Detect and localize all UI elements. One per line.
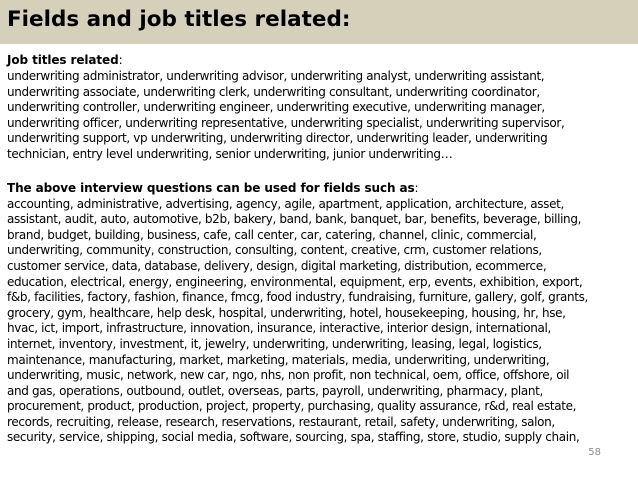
fields-line: maintenance, manufacturing, market, marketing, materials, media, underwriting, underwriting, [7,352,550,367]
job-titles-line: underwriting officer, underwriting representative, underwriting specialist, underwriting supervisor, [7,115,565,130]
job-titles-text [7,69,633,163]
fields-line: grocery, gym, healthcare, help desk, hospital, underwriting, hotel, housekeeping, housing, hr, hse, [7,305,566,320]
fields-line: brand, budget, building, business, cafe, call center, car, catering, channel, clinic, commercial, [7,227,537,242]
fields-line: security, service, shipping, social media, software, sourcing, spa, staffing, store, studio, supply chain, [7,430,580,445]
fields-line: assistant, audit, auto, automotive, b2b, bakery, band, bank, banquet, bar, benefits, beverage, billing, [7,212,582,227]
fields-line: internet, inventory, investment, it, jewelry, underwriting, underwriting, leasing, legal, logistics, [7,336,542,351]
fields-heading-text: The above interview questions can be used for fields such as [7,180,415,195]
job-titles-line: underwriting administrator, underwriting advisor, underwriting analyst, underwriting assistant, [7,69,545,83]
fields-line: f&b, facilities, factory, fashion, finance, fmcg, food industry, fundraising, furniture, gallery, golf, grants, [7,290,589,305]
fields-line: customer service, data, database, delivery, design, digital marketing, distribution, ecommerce, [7,258,547,273]
fields-line: and gas, operations, outbound, outlet, overseas, parts, payroll, underwriting, pharmacy, plant, [7,383,543,398]
job-titles-line: technician, entry level underwriting, senior underwriting, junior underwriting… [7,146,453,161]
page-title: Fields and job titles related: [7,7,351,32]
fields-line: underwriting, community, construction, consulting, content, creative, crm, customer relations, [7,243,542,258]
job-titles-line: underwriting associate, underwriting clerk, underwriting consultant, underwriting coordinator, [7,84,540,99]
fields-line: records, recruiting, release, research, reservations, restaurant, retail, safety, underwriting, salon, [7,414,555,429]
fields-line: accounting, administrative, advertising, agency, agile, apartment, application, architecture, asset, [7,196,564,211]
section-gap [7,163,633,175]
job-titles-heading-text: Job titles related [7,53,119,67]
fields-line: underwriting, music, network, new car, ngo, nhs, non profit, non technical, oem, office, offshore, oil [7,368,570,383]
job-titles-line: underwriting support, vp underwriting, underwriting director, underwriting leader, underwriting [7,131,548,146]
page-number: 58 [588,447,601,458]
job-titles-heading-colon: : [118,53,123,67]
fields-text [7,197,633,447]
fields-line: hvac, ict, import, infrastructure, innovation, insurance, interactive, interior design, international, [7,321,551,336]
job-titles-line: underwriting controller, underwriting engineer, underwriting executive, underwriting manager, [7,100,545,115]
fields-line: education, electrical, energy, engineering, environmental, equipment, erp, events, exhibition, export, [7,274,583,289]
title-bar [0,0,638,44]
fields-line: procurement, product, production, project, property, purchasing, quality assurance, r&d, real estate, [7,399,577,414]
slide-content [7,47,633,446]
fields-heading [7,179,633,197]
job-titles-heading [7,51,633,69]
fields-heading-colon: : [414,180,419,195]
